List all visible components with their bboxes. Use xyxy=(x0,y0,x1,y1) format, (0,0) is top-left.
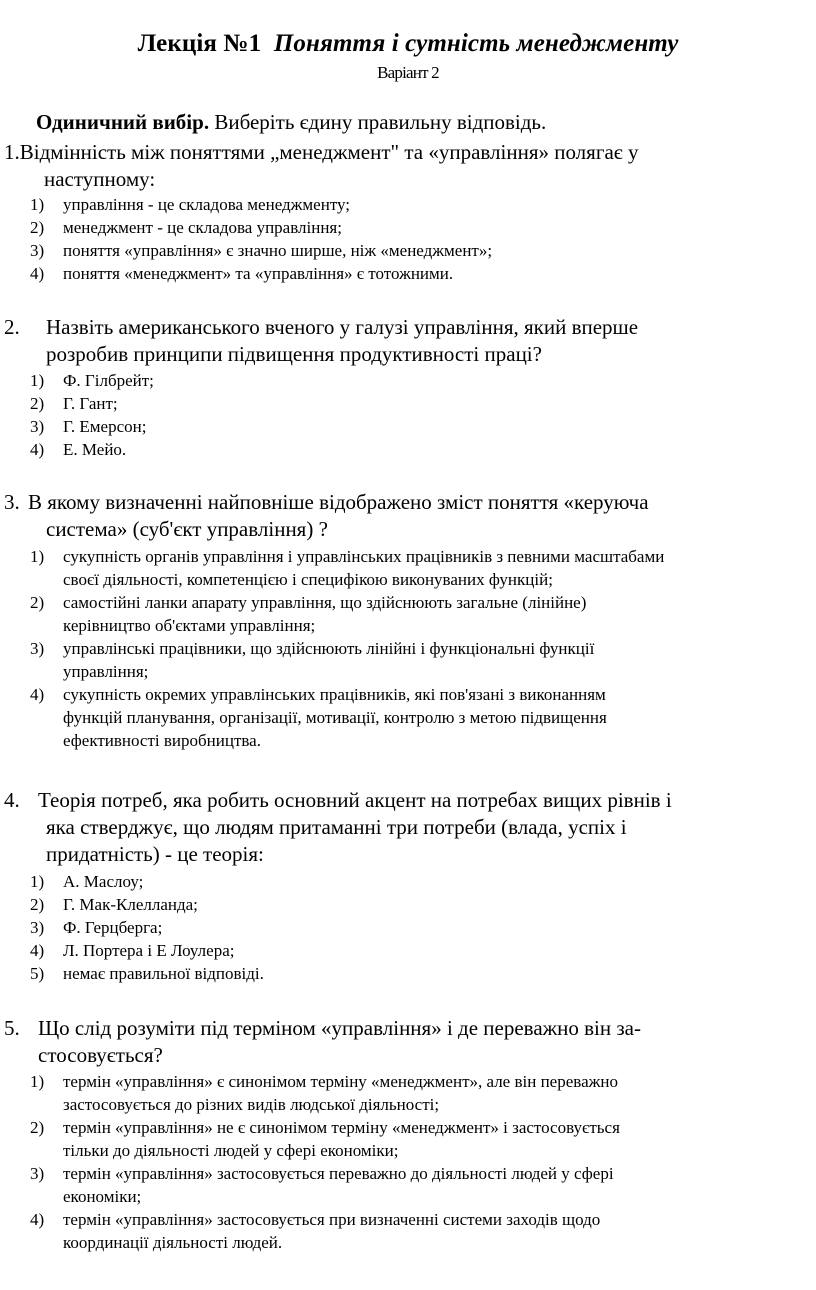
question-text-line: стосовується? xyxy=(38,1043,163,1067)
question-text-line: розробив принципи підвищення продуктивності праці? xyxy=(46,342,542,366)
question-number: 4. xyxy=(4,788,20,812)
page-title xyxy=(0,30,816,58)
option xyxy=(30,415,810,438)
option-number: 4) xyxy=(30,685,45,704)
option-number: 2) xyxy=(30,593,45,612)
option-number: 3) xyxy=(30,639,45,658)
option-text: керівництво об'єктами управління; xyxy=(63,616,316,635)
title-topic: Поняття і сутність менеджменту xyxy=(273,30,679,57)
option-text: термін «управління» не є синонімом терміну «менеджмент» і застосовується xyxy=(63,1118,620,1137)
question-text-line: придатність) - це теорія: xyxy=(46,842,264,866)
question-text-line: Що слід розуміти під терміном «управління» і де переважно він за- xyxy=(38,1016,641,1040)
option xyxy=(30,591,814,637)
option-number: 1) xyxy=(30,872,45,891)
question-text-line: наступному: xyxy=(44,167,156,191)
option xyxy=(30,392,810,415)
option-text: Е. Мейо. xyxy=(63,440,127,459)
question-3-options xyxy=(30,545,814,752)
option xyxy=(30,438,810,461)
question-text-line: система» (суб'єкт управління) ? xyxy=(46,517,328,541)
option-number: 5) xyxy=(30,964,45,983)
option-text: термін «управління» є синонімом терміну «менеджмент», але він переважно xyxy=(63,1072,618,1091)
option-number: 3) xyxy=(30,1164,45,1183)
option-text: економіки; xyxy=(63,1187,142,1206)
title-lecture-number: Лекція №1 xyxy=(137,30,262,57)
option-text: застосовується до різних видів людської діяльності; xyxy=(63,1095,440,1114)
variant-label: Варіант 2 xyxy=(377,63,439,82)
option-text: Ф. Герцберга; xyxy=(63,918,163,937)
question-number: 5. xyxy=(4,1016,20,1040)
option xyxy=(30,870,810,893)
option-number: 2) xyxy=(30,394,45,413)
question-text-line: Назвіть американського вченого у галузі управління, який вперше xyxy=(46,315,639,339)
option xyxy=(30,1162,810,1208)
question-3 xyxy=(4,489,804,543)
option-number: 4) xyxy=(30,941,45,960)
option xyxy=(30,216,810,239)
option-number: 4) xyxy=(30,1210,45,1229)
question-text-line: яка стверджує, що людям притаманні три потреби (влада, успіх і xyxy=(46,815,627,839)
question-1 xyxy=(4,139,804,193)
option-text: тільки до діяльності людей у сфері економіки; xyxy=(63,1141,399,1160)
option xyxy=(30,1116,810,1162)
option-number: 3) xyxy=(30,918,45,937)
option-number: 1) xyxy=(30,195,45,214)
option-text: Г. Емерсон; xyxy=(63,417,147,436)
option xyxy=(30,637,814,683)
option-number: 1) xyxy=(30,547,45,566)
option xyxy=(30,683,814,752)
option-number: 2) xyxy=(30,1118,45,1137)
question-text-line: В якому визначенні найповніше відображено зміст поняття «керуюча xyxy=(28,490,649,514)
option-text: Л. Портера і Е Лоулера; xyxy=(63,941,235,960)
question-number: 2. xyxy=(4,315,20,339)
option-number: 3) xyxy=(30,417,45,436)
question-2-options xyxy=(30,369,810,461)
option xyxy=(30,193,810,216)
question-4-options xyxy=(30,870,810,985)
option xyxy=(30,239,810,262)
instruction xyxy=(36,110,546,135)
question-text-line: 1.Відмінність між поняттями „менеджмент" та «управління» полягає у xyxy=(4,140,639,164)
option-number: 3) xyxy=(30,241,45,260)
option-text: координації діяльності людей. xyxy=(63,1233,283,1252)
option xyxy=(30,369,810,392)
question-5-options xyxy=(30,1070,810,1254)
option xyxy=(30,939,810,962)
option-text: управління - це складова менеджменту; xyxy=(63,195,351,214)
question-number: 1. xyxy=(4,140,20,164)
option-text: управлінські працівники, що здійснюють лінійні і функціональні функції xyxy=(63,639,595,658)
option-text: ефективності виробництва. xyxy=(63,731,261,750)
question-number: 3. xyxy=(4,490,20,514)
option-text: термін «управління» застосовується переважно до діяльності людей у сфері xyxy=(63,1164,614,1183)
option xyxy=(30,893,810,916)
option-text: сукупність органів управління і управлінських працівників з певними масштабами xyxy=(63,547,665,566)
question-1-options xyxy=(30,193,810,285)
option-number: 4) xyxy=(30,440,45,459)
option-text: А. Маслоу; xyxy=(63,872,144,891)
option-number: 2) xyxy=(30,895,45,914)
option-text: управління; xyxy=(63,662,149,681)
question-2 xyxy=(4,314,804,368)
option xyxy=(30,962,810,985)
option xyxy=(30,262,810,285)
option-text: термін «управління» застосовується при визначенні системи заходів щодо xyxy=(63,1210,601,1229)
instruction-bold: Одиничний вибір. xyxy=(36,110,210,134)
option-number: 2) xyxy=(30,218,45,237)
option-text: Г. Гант; xyxy=(63,394,118,413)
question-text-line: Теорія потреб, яка робить основний акцент на потребах вищих рівнів і xyxy=(38,788,672,812)
option-text: немає правильної відповіді. xyxy=(63,964,264,983)
option xyxy=(30,916,810,939)
option-text: Ф. Гілбрейт; xyxy=(63,371,154,390)
question-4 xyxy=(4,787,810,868)
option-number: 1) xyxy=(30,371,45,390)
question-5 xyxy=(4,1015,810,1069)
option-text: менеджмент - це складова управління; xyxy=(63,218,342,237)
option xyxy=(30,545,814,591)
option xyxy=(30,1208,810,1254)
option-text: поняття «менеджмент» та «управління» є тотожними. xyxy=(63,264,454,283)
option-number: 1) xyxy=(30,1072,45,1091)
option-number: 4) xyxy=(30,264,45,283)
option-text: своєї діяльності, компетенцією і специфікою виконуваних функцій; xyxy=(63,570,553,589)
option-text: функцій планування, організації, мотивації, контролю з метою підвищення xyxy=(63,708,607,727)
option-text: поняття «управління» є значно ширше, ніж «менеджмент»; xyxy=(63,241,493,260)
option-text: сукупність окремих управлінських працівників, які пов'язані з виконанням xyxy=(63,685,606,704)
option-text: самостійні ланки апарату управління, що здійснюють загальне (лінійне) xyxy=(63,593,587,612)
option xyxy=(30,1070,810,1116)
instruction-text: Виберіть єдину правильну відповідь. xyxy=(209,110,547,134)
option-text: Г. Мак-Клелланда; xyxy=(63,895,198,914)
